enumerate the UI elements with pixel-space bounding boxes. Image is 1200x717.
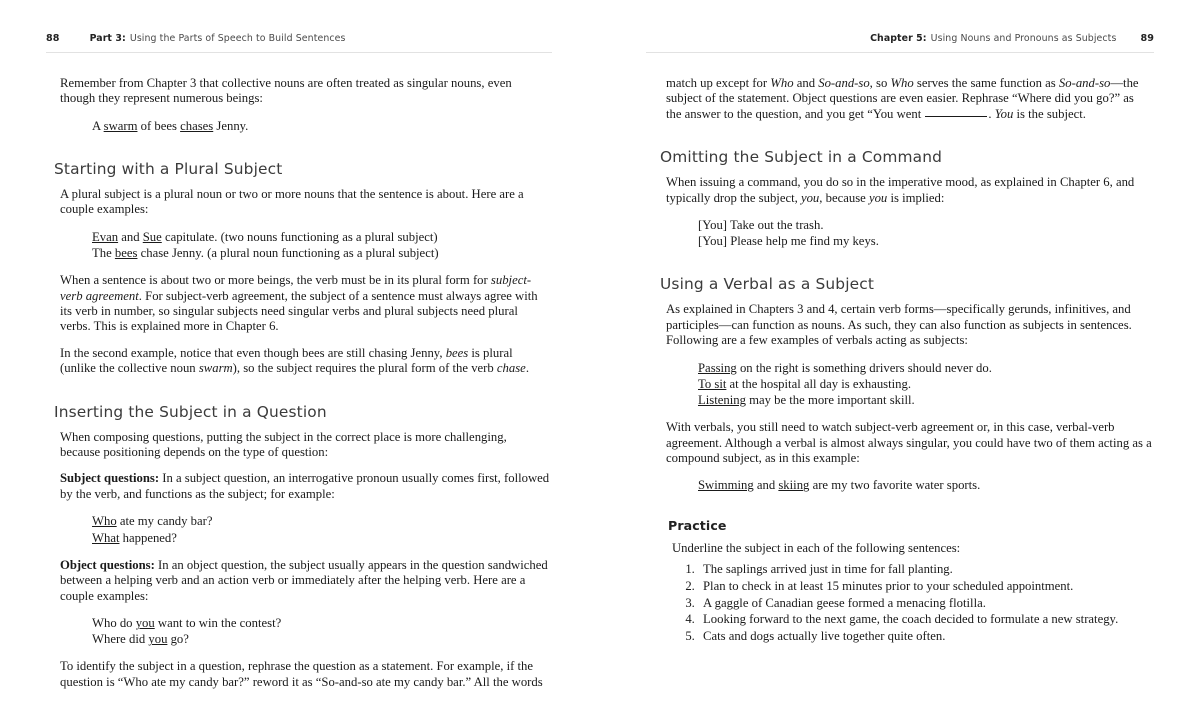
- you-underline-2: you: [148, 632, 168, 647]
- second-ex-part-1: In the second example, notice that even though bees are still chasing Jenny,: [60, 345, 446, 360]
- command-italic-you-2: you: [868, 190, 888, 205]
- example-block-swimming: [646, 477, 1154, 493]
- page-number-left: 88: [46, 33, 60, 44]
- evan-post: capitulate. (two nouns functioning as a plural subject): [161, 229, 438, 244]
- paragraph-verbals-explanation: As explained in Chapters 3 and 4, certain verb forms—specifically gerunds, infinitives, and participles—can function as nouns. As such, they can also function as subjects in sentences. Following are a few examples of verbals acting as subjects:: [666, 302, 1132, 348]
- evan-mid: and: [118, 229, 143, 244]
- to-sit-post: at the hospital all day is exhausting.: [726, 376, 912, 391]
- example-line-evan-sue: [92, 229, 552, 245]
- command-italic-you-1: you: [800, 190, 820, 205]
- swarm-pre: A: [92, 118, 104, 133]
- heading-omitting-subject-command: Omitting the Subject in a Command: [660, 148, 943, 167]
- match-part-5: —the subject of the statement. Object questions are even easier. Rephrase “Where did you go?” as the answer to the question, and you get “You went: [666, 76, 1139, 121]
- what-post: happened?: [119, 530, 177, 545]
- subject-questions-text: In a subject question, an interrogative pronoun usually comes first, followed by the verb, and functions as the subject; for example:: [60, 471, 550, 501]
- swarm-mid: of bees: [137, 118, 181, 133]
- practice-item-list: [646, 561, 1154, 645]
- second-ex-part-2: is plural (unlike the collective noun: [60, 345, 513, 376]
- paragraph-collective-nouns: Remember from Chapter 3 that collective nouns are often treated as singular nouns, even though they represent numerous beings:: [60, 76, 512, 106]
- paragraph-subject-verb-agreement: [46, 273, 552, 335]
- fill-in-blank-rule: [925, 116, 987, 117]
- evan-underline: Evan: [92, 229, 119, 244]
- object-questions-label: Object questions:: [60, 557, 155, 572]
- match-part-2: and: [793, 76, 819, 90]
- agreement-italic-term: subject-verb agreement: [60, 273, 532, 303]
- match-part-1: match up except for: [666, 76, 771, 90]
- match-italic-you: You: [994, 106, 1014, 121]
- page-number-right: 89: [1140, 33, 1154, 44]
- where-did-pre: Where did: [92, 632, 149, 647]
- paragraph-object-questions: [46, 558, 552, 604]
- example-line-find-my-keys: [You] Please help me find my keys.: [698, 234, 879, 249]
- match-italic-who-1: Who: [770, 76, 794, 90]
- second-ex-italic-chase: chase: [496, 361, 526, 376]
- page-right: [600, 0, 1200, 717]
- example-line-listening: [698, 392, 1154, 408]
- command-part-2: , because: [819, 190, 869, 205]
- paragraph-composing-questions: When composing questions, putting the subject in the correct place is more challenging, because positioning depends on the type of question:: [60, 429, 507, 460]
- paragraph-identify-subject: To identify the subject in a question, rephrase the question as a statement. For example, if the question is “Who ate my candy bar?” reword it as “So-and-so ate my candy bar.” All the words: [60, 659, 543, 689]
- practice-item: 5. Cats and dogs actually live together quite often.: [698, 628, 1154, 645]
- match-italic-who-2: Who: [890, 76, 914, 90]
- agreement-part-2: . For subject-verb agreement, the subject of a sentence must always agree with its verb in number, so singular subjects need singular verbs and plural subjects need plural verbs. This is explained more in Chapter 6.: [60, 288, 538, 334]
- object-questions-text: In an object question, the subject usually appears in the question sandwiched between a helping verb and an action verb or immediately after the helping verb. Here are a couple examples:: [60, 557, 548, 603]
- bees-post: chase Jenny. (a plural noun functioning as a plural subject): [137, 246, 439, 261]
- header-rule-right: [646, 52, 1154, 53]
- command-part-3: is implied:: [887, 190, 945, 205]
- match-italic-soandso-2: So-and-so: [1058, 76, 1111, 90]
- running-head-left: [46, 33, 552, 47]
- swarm-underline-2: chases: [180, 118, 214, 133]
- paragraph-match-up: [646, 76, 1154, 122]
- heading-practice: Practice: [668, 517, 727, 533]
- second-ex-part-4: .: [525, 361, 529, 376]
- example-block-object-questions: [46, 615, 552, 647]
- heading-using-verbal-subject: Using a Verbal as a Subject: [660, 275, 875, 294]
- who-post: ate my candy bar?: [116, 514, 213, 529]
- example-line-bees: [92, 245, 552, 261]
- agreement-part-1: When a sentence is about two or more beings, the verb must be in its plural form for: [60, 273, 491, 288]
- to-sit-underline: To sit: [698, 376, 727, 391]
- what-underline: What: [92, 530, 120, 545]
- heading-starting-plural-subject: Starting with a Plural Subject: [54, 160, 283, 179]
- example-line-who-ate: [92, 513, 552, 529]
- running-head-right: [646, 33, 1154, 47]
- running-head-part-label: Part 3:: [89, 33, 126, 44]
- example-line-swarm: [92, 118, 552, 134]
- example-line-take-out-trash: [You] Take out the trash.: [698, 218, 824, 233]
- example-block-plural: [46, 229, 552, 261]
- you-underline-1: you: [135, 615, 155, 630]
- heading-inserting-subject-question: Inserting the Subject in a Question: [54, 402, 327, 421]
- swimming-underline: Swimming: [698, 478, 754, 493]
- practice-item: 2. Plan to check in at least 15 minutes prior to your scheduled appointment.: [698, 578, 1154, 595]
- example-block-verbals: [646, 360, 1154, 409]
- match-italic-soandso-1: So-and-so: [818, 76, 870, 90]
- second-ex-italic-bees: bees: [445, 345, 469, 360]
- command-part-1: When issuing a command, you do so in the imperative mood, as explained in Chapter 6, and typically drop the subject,: [666, 175, 1135, 205]
- example-line-where-did-you: [92, 631, 552, 647]
- example-block-swarm: [46, 118, 552, 134]
- who-do-post: want to win the contest?: [154, 615, 282, 630]
- match-part-6: .: [988, 106, 995, 121]
- example-line-swimming-skiing: [698, 477, 1154, 493]
- who-do-pre: Who do: [92, 615, 136, 630]
- paragraph-imperative-mood: [646, 175, 1154, 206]
- example-line-what-happened: [92, 530, 552, 546]
- practice-item: 1. The saplings arrived just in time for fall planting.: [698, 561, 1154, 578]
- match-part-4: serves the same function as: [913, 76, 1059, 90]
- header-rule-left: [46, 52, 552, 53]
- second-ex-italic-swarm: swarm: [198, 361, 233, 376]
- example-block-command: [646, 217, 1154, 249]
- subject-questions-label: Subject questions:: [60, 471, 160, 486]
- example-line-passing: [698, 360, 1154, 376]
- swarm-underline-1: swarm: [103, 118, 138, 133]
- paragraph-plural-subject: A plural subject is a plural noun or two or more nouns that the sentence is about. Here are a couple examples:: [60, 187, 524, 217]
- swimming-mid: and: [753, 478, 779, 493]
- example-line-to-sit: [698, 376, 1154, 392]
- example-line-who-do-you: [92, 615, 552, 631]
- paragraph-verbal-verb-agreement: With verbals, you still need to watch subject-verb agreement or, in this case, verbal-verb agreement. Although a verbal is almost always singular, you could have two of them acting as a compound subject, as in this example:: [666, 420, 1152, 466]
- practice-item: 3. A gaggle of Canadian geese formed a menacing flotilla.: [698, 595, 1154, 612]
- running-head-chapter-title: Using Nouns and Pronouns as Subjects: [930, 33, 1117, 44]
- paragraph-subject-questions: [46, 471, 552, 502]
- who-underline: Who: [92, 514, 117, 529]
- listening-post: may be the more important skill.: [745, 393, 915, 408]
- bees-underline: bees: [114, 246, 138, 261]
- passing-post: on the right is something drivers should never do.: [736, 360, 992, 375]
- skiing-underline: skiing: [778, 478, 810, 493]
- bees-pre: The: [92, 246, 115, 261]
- passing-underline: Passing: [698, 360, 737, 375]
- where-did-post: go?: [167, 632, 189, 647]
- second-ex-part-3: ), so the subject requires the plural form of the verb: [232, 361, 497, 376]
- practice-item: 4. Looking forward to the next game, the coach decided to formulate a new strategy.: [698, 611, 1154, 628]
- practice-instructions: Underline the subject in each of the following sentences:: [672, 540, 961, 555]
- example-block-subject-questions: [46, 513, 552, 545]
- match-part-3: , so: [869, 76, 891, 90]
- running-head-part-title: Using the Parts of Speech to Build Sentences: [129, 33, 346, 44]
- swarm-post: Jenny.: [213, 118, 249, 133]
- sue-underline: Sue: [142, 229, 162, 244]
- listening-underline: Listening: [698, 393, 746, 408]
- swimming-post: are my two favorite water sports.: [809, 478, 981, 493]
- match-part-7: is the subject.: [1013, 106, 1086, 121]
- paragraph-second-example: [46, 346, 552, 377]
- running-head-chapter-label: Chapter 5:: [870, 33, 927, 44]
